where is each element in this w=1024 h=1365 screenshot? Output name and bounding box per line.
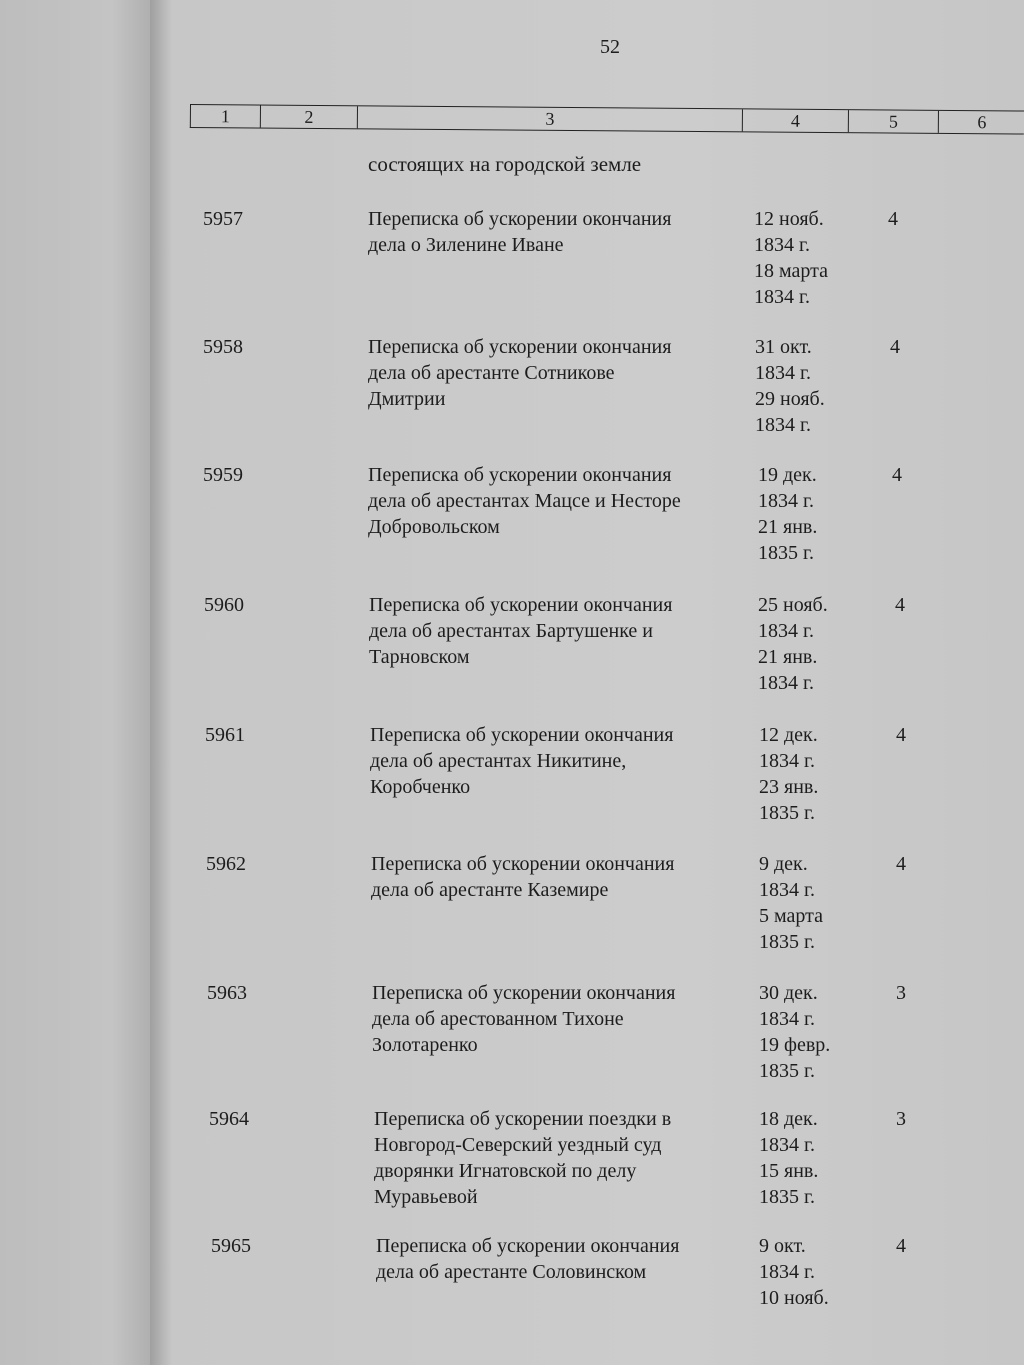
record-number: 5964: [209, 1108, 249, 1130]
date-line: 21 янв.: [758, 646, 818, 668]
date-line: 1834 г.: [754, 286, 810, 308]
date-line: 1834 г.: [758, 620, 814, 642]
column-header-2: 2: [261, 106, 358, 129]
description-line: дела об арестантах Бартушенке и: [369, 620, 653, 642]
description-line: Переписка об ускорении окончания: [368, 336, 672, 358]
description-line: Переписка об ускорении окончания: [371, 853, 675, 875]
record-dates: [759, 722, 859, 826]
record-description: [371, 851, 741, 903]
description-line: дела о Зиленине Иване: [368, 234, 564, 256]
date-line: 1834 г.: [755, 362, 811, 384]
continuation-text: состоящих на городской земле: [368, 152, 642, 176]
date-line: 19 дек.: [758, 464, 817, 486]
description-line: дела об арестантах Мацсе и Несторе: [368, 490, 681, 512]
date-line: 1835 г.: [758, 542, 814, 564]
column-header-5: 5: [849, 110, 939, 133]
record-number: 5965: [211, 1235, 251, 1257]
date-line: 1834 г.: [758, 672, 814, 694]
date-line: 1835 г.: [759, 1186, 815, 1208]
record-description: [369, 592, 739, 670]
description-line: Переписка об ускорении окончания: [370, 724, 674, 746]
date-line: 25 нояб.: [758, 594, 828, 616]
description-line: Коробченко: [370, 776, 471, 798]
page-number: 52: [600, 36, 620, 58]
description-line: дела об арестанте Сотникове: [368, 362, 615, 384]
record-dates: [758, 462, 858, 566]
record-sheet-count: 4: [888, 208, 898, 230]
date-line: 23 янв.: [759, 776, 819, 798]
column-header-1: 1: [191, 105, 261, 128]
record-description: [376, 1233, 746, 1285]
date-line: 9 дек.: [759, 853, 808, 875]
description-line: Муравьевой: [374, 1186, 478, 1208]
date-line: 18 дек.: [759, 1108, 818, 1130]
description-line: дела об арестованном Тихоне: [372, 1008, 624, 1030]
record-number: 5961: [205, 724, 245, 746]
record-number: 5963: [207, 982, 247, 1004]
description-line: Тарновском: [369, 646, 470, 668]
description-line: дела об арестантах Никитине,: [370, 750, 627, 772]
date-line: 1834 г.: [759, 1008, 815, 1030]
description-line: Добровольском: [368, 516, 500, 538]
date-line: 19 февр.: [759, 1034, 831, 1056]
date-line: 1835 г.: [759, 931, 815, 953]
record-description: [372, 980, 742, 1058]
facing-page: [0, 0, 160, 1365]
description-line: Переписка об ускорении окончания: [376, 1235, 680, 1257]
date-line: 1834 г.: [754, 234, 810, 256]
column-header-6: 6: [977, 112, 987, 133]
record-sheet-count: 4: [895, 594, 905, 616]
record-number: 5960: [204, 594, 244, 616]
date-line: 1834 г.: [759, 879, 815, 901]
column-header-3: 3: [358, 106, 743, 131]
record-number: 5962: [206, 853, 246, 875]
record-dates: [754, 206, 854, 310]
date-line: 21 янв.: [758, 516, 818, 538]
record-dates: [759, 1233, 859, 1311]
date-line: 18 марта: [754, 260, 828, 282]
record-dates: [759, 851, 859, 955]
description-line: Золотаренко: [372, 1034, 478, 1056]
date-line: 1834 г.: [759, 1134, 815, 1156]
date-line: 1834 г.: [755, 414, 811, 436]
date-line: 29 нояб.: [755, 388, 825, 410]
record-sheet-count: 3: [896, 1108, 906, 1130]
record-number: 5959: [203, 464, 243, 486]
date-line: 31 окт.: [755, 336, 812, 358]
date-line: 1834 г.: [759, 1261, 815, 1283]
record-description: [368, 206, 738, 258]
record-dates: [758, 592, 858, 696]
record-description: [368, 334, 738, 412]
description-line: Переписка об ускорении окончания: [368, 208, 672, 230]
column-header-4: 4: [743, 109, 849, 132]
date-line: 1835 г.: [759, 1060, 815, 1082]
date-line: 10 нояб.: [759, 1287, 829, 1309]
record-description: [368, 462, 738, 540]
date-line: 9 окт.: [759, 1235, 806, 1257]
record-sheet-count: 4: [890, 336, 900, 358]
description-line: дела об арестанте Каземире: [371, 879, 609, 901]
date-line: 1834 г.: [759, 750, 815, 772]
record-sheet-count: 4: [896, 1235, 906, 1257]
record-sheet-count: 4: [896, 853, 906, 875]
date-line: 1834 г.: [758, 490, 814, 512]
record-number: 5958: [203, 336, 243, 358]
record-description: [370, 722, 740, 800]
record-sheet-count: 4: [892, 464, 902, 486]
description-line: дворянки Игнатовской по делу: [374, 1160, 637, 1182]
record-description: [374, 1106, 744, 1210]
record-dates: [755, 334, 855, 438]
description-line: Переписка об ускорении поездки в: [374, 1108, 672, 1130]
record-sheet-count: 3: [896, 982, 906, 1004]
description-line: Переписка об ускорении окончания: [369, 594, 673, 616]
record-sheet-count: 4: [896, 724, 906, 746]
description-line: Дмитрии: [368, 388, 446, 410]
description-line: Переписка об ускорении окончания: [368, 464, 672, 486]
record-number: 5957: [203, 208, 243, 230]
date-line: 1835 г.: [759, 802, 815, 824]
record-dates: [759, 980, 859, 1084]
date-line: 15 янв.: [759, 1160, 819, 1182]
date-line: 12 нояб.: [754, 208, 824, 230]
date-line: 12 дек.: [759, 724, 818, 746]
description-line: дела об арестанте Соловинском: [376, 1261, 647, 1283]
description-line: Переписка об ускорении окончания: [372, 982, 676, 1004]
description-line: Новгород-Северский уездный суд: [374, 1134, 662, 1156]
date-line: 5 марта: [759, 905, 823, 927]
date-line: 30 дек.: [759, 982, 818, 1004]
record-dates: [759, 1106, 859, 1210]
